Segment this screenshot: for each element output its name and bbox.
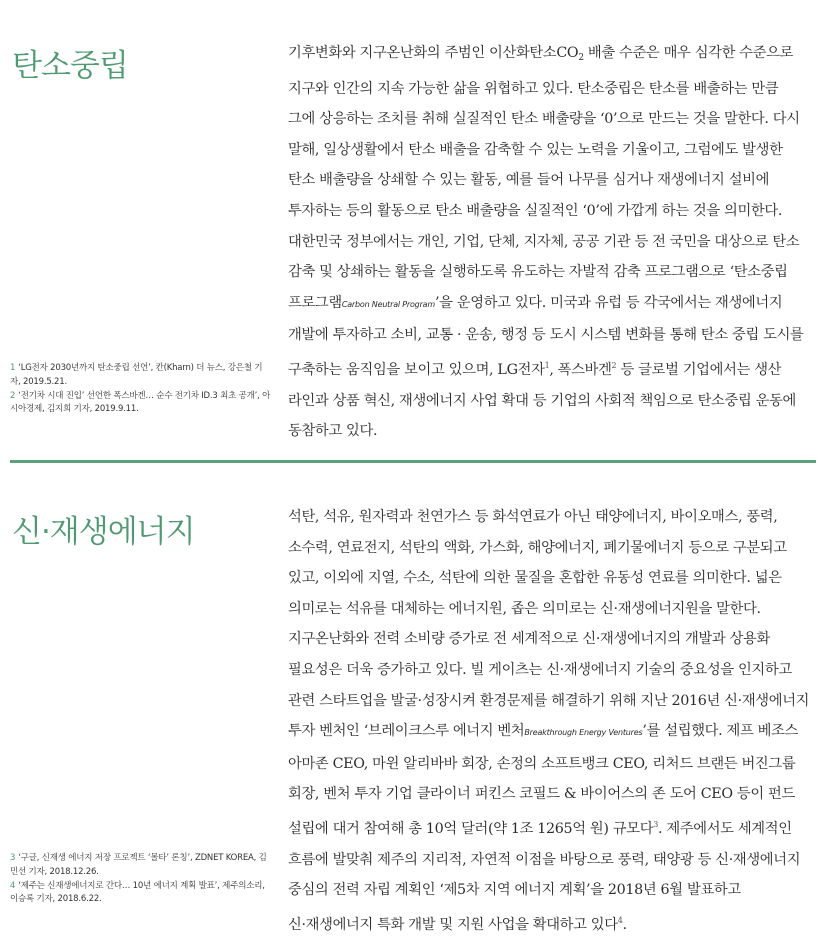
carbon-neutral-section — [0, 0, 826, 458]
body-line: 중심의 전력 자립 계획인 ‘제5차 지역 에너지 계획’을 2018년 6월 발표하고 — [288, 882, 741, 899]
section-heading: 탄소중립 — [12, 48, 128, 84]
body-line: 기후변화와 지구온난화의 주범인 이산화탄소$CO_2$ 배출 수준은 매우 심각한 수준으로 — [288, 45, 794, 63]
body-line: 개발에 투자하고 소비, 교통 · 운송, 행정 등 도시 시스템 변화를 통해 탄소 중립 도시를 — [288, 327, 804, 344]
body-line: 프로그램Carbon Neutral Program’을 운영하고 있다. 미국과 유럽 등 각국에서는 재생에너지 — [288, 294, 783, 311]
body-line: 신·재생에너지 특화 개발 및 지원 사업을 확대하고 있다$^4$. — [288, 915, 627, 933]
footnote: 2 ‘전기차 시대 진입’ 선언한 폭스바겐… 순수 전기차 ID.3 최초 공개’, 아시아경제, 김지희 기자, 2019.9.11. — [10, 390, 271, 415]
body-line: 관련 스타트업을 발굴·성장시켜 환경문제를 해결하기 위해 지난 2016년 신·재생에너지 — [288, 692, 810, 709]
body-text — [288, 502, 818, 940]
footnotes — [10, 852, 272, 907]
body-line: 투자하는 등의 활동으로 탄소 배출량을 실질적인 ‘0’에 가깝게 하는 것을 의미한다. — [288, 202, 783, 219]
body-line: 탄소 배출량을 상쇄할 수 있는 활동, 예를 들어 나무를 심거나 재생에너지 설비에 — [288, 172, 770, 189]
body-line: 지구온난화와 전력 소비량 증가로 전 세계적으로 신·재생에너지의 개발과 상용화 — [288, 631, 770, 648]
footnote-ref: 4 — [617, 915, 623, 925]
footnote: 4 ‘제주는 신재생에너지로 간다… 10년 에너지 계획 발표’, 제주의소리, 이승록 기자, 2018.6.22. — [10, 880, 265, 905]
body-line: 있고, 이외에 지열, 수소, 석탄에 의한 물질을 혼합한 유동성 연료를 의미한다. 넓은 — [288, 570, 782, 587]
footnotes — [10, 362, 272, 417]
body-line: 라인과 상품 혁신, 재생에너지 사업 확대 등 기업의 사회적 책임으로 탄소중립 운동에 — [288, 392, 796, 409]
footnote: 1 ‘LG전자 2030년까지 탄소중립 선언’, 칸(Kharn) 더 뉴스, 강은철 기자, 2019.5.21. — [10, 363, 263, 387]
body-line: 석탄, 석유, 원자력과 천연가스 등 화석연료가 아닌 태양에너지, 바이오매스, 풍력, — [288, 509, 778, 525]
body-line: 감축 및 상쇄하는 활동을 실행하도록 유도하는 자발적 감축 프로그램으로 ‘탄소중립 — [288, 264, 788, 281]
footnote-ref: 2 — [611, 360, 617, 370]
english-term: Carbon Neutral Program — [341, 299, 435, 309]
body-line: 의미로는 석유를 대체하는 에너지원, 좁은 의미로는 신·재생에너지원을 말한다. — [288, 600, 761, 617]
footnote-ref: 1 — [544, 360, 550, 370]
section-divider — [10, 460, 816, 463]
footnote-ref: 3 — [653, 819, 658, 829]
body-line: 필요성은 더욱 증가하고 있다. 빌 게이츠는 신·재생에너지 기술의 중요성을 인지하고 — [288, 661, 792, 678]
body-line: 동참하고 있다. — [288, 423, 378, 440]
body-line: 투자 벤처인 ‘브레이크스루 에너지 벤처Breakthrough Energy Ventures’를 설립했다. 제프 베조스 — [288, 723, 799, 740]
body-line: 대한민국 정부에서는 개인, 기업, 단체, 지자체, 공공 기관 등 전 국민을 대상으로 탄소 — [288, 233, 800, 250]
body-text — [288, 38, 818, 447]
body-line: 설립에 대거 참여해 총 10억 달러(약 1조 1265억 원) 규모다$^3$. 제주에서도 세계적인 — [288, 819, 792, 837]
body-line: 그에 상응하는 조치를 취해 실질적인 탄소 배출량을 ‘0’으로 만드는 것을 말한다. 다시 — [288, 111, 800, 128]
body-line: 소수력, 연료전지, 석탄의 액화, 가스화, 해양에너지, 폐기물에너지 등으로 구분되고 — [288, 539, 787, 556]
body-line: 회장, 벤처 투자 기업 클라이너 퍼킨스 코필드 & 바이어스의 존 도어 CEO 등이 펀드 — [288, 786, 795, 803]
body-line: 구축하는 움직임을 보이고 있으며, LG전자$^1$, 폭스바겐$^2$ 등 글로벌 기업에서는 생산 — [288, 360, 782, 378]
body-line: 지구와 인간의 지속 가능한 삶을 위협하고 있다. 탄소중립은 탄소를 배출하는 만큼 — [288, 80, 779, 97]
body-line: 아마존 CEO, 마윈 알리바바 회장, 손정의 소프트뱅크 CEO, 리처드 브랜든 버진그룹 — [288, 755, 796, 772]
english-term: Breakthrough Energy Ventures — [524, 728, 643, 738]
body-line: 흐름에 발맞춰 제주의 지리적, 자연적 이점을 바탕으로 풍력, 태양광 등 신·재생에너지 — [288, 851, 801, 868]
section-heading: 신·재생에너지 — [12, 514, 195, 550]
footnote: 3 ‘구글, 신재생 에너지 저장 프로젝트 ‘몰타’ 론칭’, ZDNET KOREA, 김민선 기자, 2018.12.26. — [10, 853, 267, 877]
body-line: 말해, 일상생활에서 탄소 배출을 감축할 수 있는 노력을 기울이고, 그럼에도 발생한 — [288, 141, 783, 158]
